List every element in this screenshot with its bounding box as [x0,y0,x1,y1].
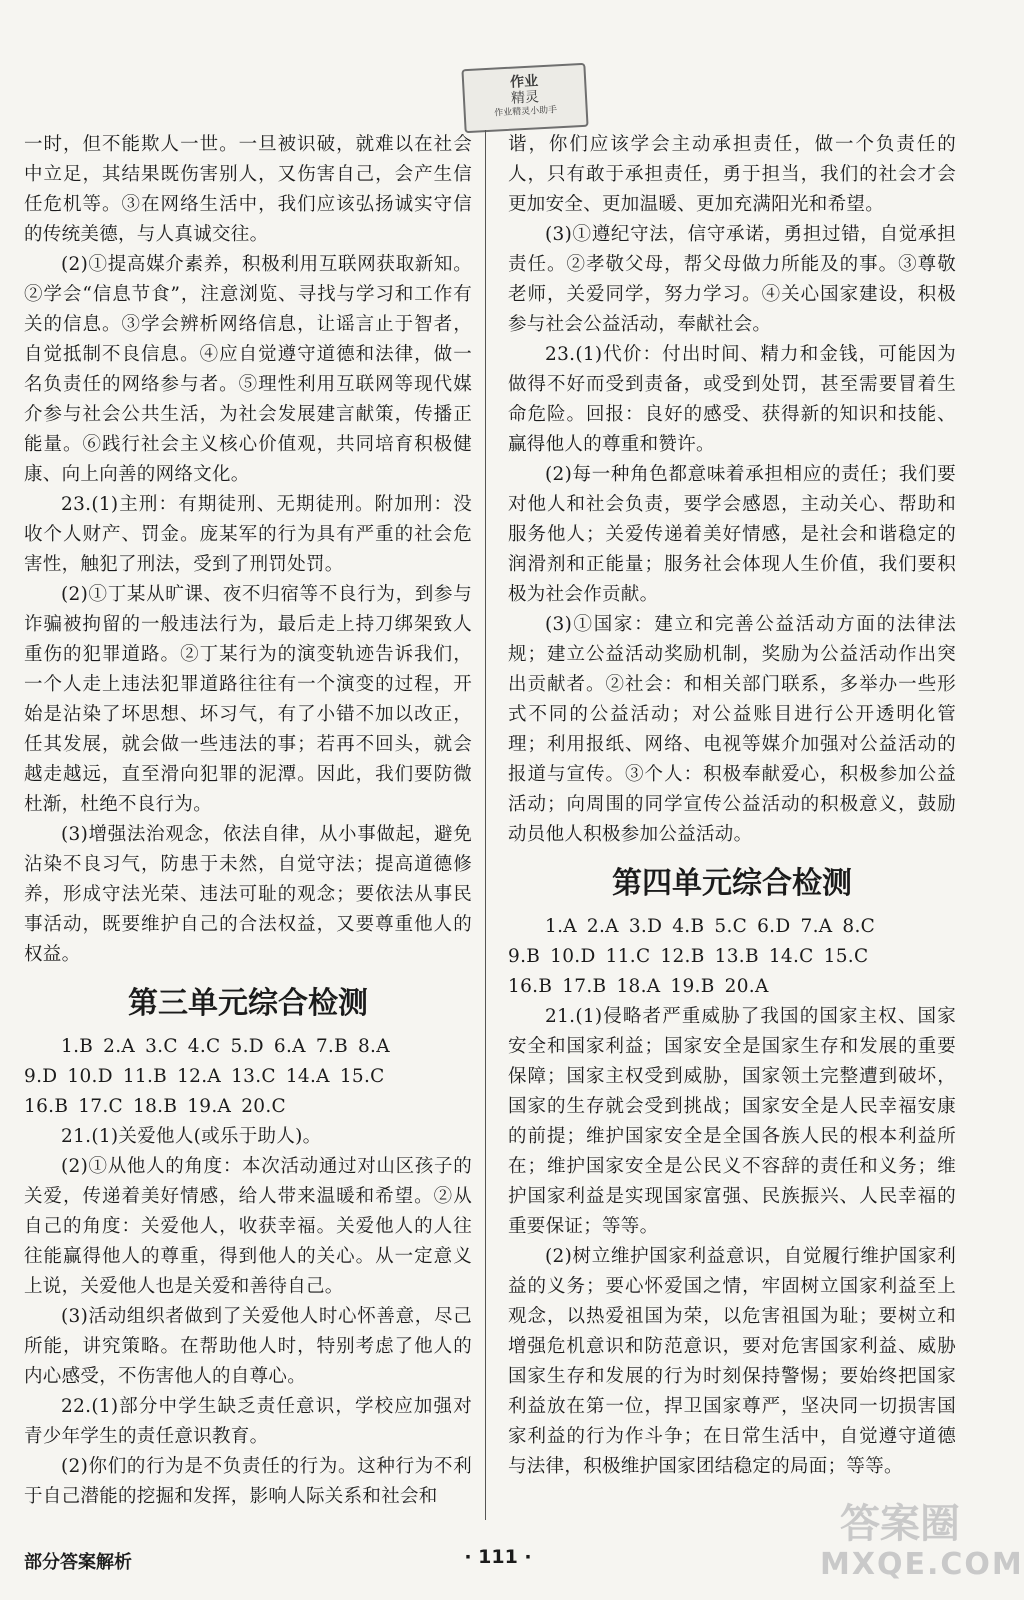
answer-item: 14.A [285,1066,330,1087]
answer-item: 8.C [842,916,876,937]
answer-item: 12.A [177,1066,222,1087]
answer-item: 11.B [122,1066,168,1087]
answer-row [508,942,956,972]
page-number: · 111 · [464,1546,532,1568]
answer-item: 1.B [61,1036,94,1057]
paragraph: (2)你们的行为是不负责任的行为。这种行为不利于自己潜能的挖掘和发挥，影响人际关系和社会和 [24,1456,472,1507]
paragraph: (2)①提高媒介素养，积极利用互联网获取新知。②学会“信息节食”，注意浏览、寻找与学习和工作有关的信息。③学会辨析网络信息，让谣言止于智者，自觉抵制不良信息。④应自觉遵守道德和法律，做一名负责任的网络参与者。⑤理性利用互联网等现代媒介参与社会公共生活，为社会发展建言献策，传播正能量。⑥践行社会主义核心价值观，共同培育积极健康、向上向善的网络文化。 [24,254,472,485]
answer-item: 4.B [672,916,705,937]
answer-item: 15.C [339,1066,385,1087]
paragraph: (2)每一种角色都意味着承担相应的责任；我们要对他人和社会负责，要学会感恩，主动关心、帮助和服务他人；关爱传递着美好情感，是社会和谐稳定的润滑剂和正能量；服务社会体现人生价值，我们要积极为社会作贡献。 [508,464,956,605]
answer-item: 18.B [133,1096,178,1117]
left-column [24,130,472,1512]
answer-item: 12.B [660,946,705,967]
stamp-seal [461,63,588,133]
paragraph: (2)①丁某从旷课、夜不归宿等不良行为，到参与诈骗被拘留的一般违法行为，最后走上持刀绑架致人重伤的犯罪道路。②丁某行为的演变轨迹告诉我们，一个人走上违法犯罪道路往往有一个演变的过程，开始是沾染了坏思想、坏习气，有了小错不加以改正，任其发展，就会做一些违法的事；若再不回头，就会越走越远，直至滑向犯罪的泥潭。因此，我们要防微杜渐，杜绝不良行为。 [24,584,472,815]
answer-item: 4.C [187,1036,221,1057]
section-title-unit-3: 第三单元综合检测 [128,986,368,1021]
answer-item: 16.B [508,976,553,997]
answer-row [61,1032,472,1062]
paragraph: 一时，但不能欺人一世。一旦被识破，就难以在社会中立足，其结果既伤害别人，又伤害自己，会产生信任危机等。③在网络生活中，我们应该弘扬诚实守信的传统美德，与人真诚交往。 [24,134,472,245]
paragraph: (2)树立维护国家利益意识，自觉履行维护国家利益的义务；要心怀爱国之情，牢固树立国家利益至上观念，以热爱祖国为荣，以危害祖国为耻；要树立和增强危机意识和防范意识，要对危害国家利益、威胁国家生存和发展的行为时刻保持警惕；要始终把国家利益放在第一位，捍卫国家尊严，坚决同一切损害国家利益的行为作斗争；在日常生活中，自觉遵守道德与法律，积极维护国家团结稳定的局面；等等。 [508,1246,956,1477]
answer-item: 13.B [714,946,759,967]
paragraph: 22.(1)部分中学生缺乏责任意识，学校应加强对青少年学生的责任意识教育。 [24,1396,472,1447]
paragraph: (3)①国家：建立和完善公益活动方面的法律法规；建立公益活动奖励机制，奖励为公益活动作出突出贡献者。②社会：和相关部门联系，多举办一些形式不同的公益活动；对公益账目进行公开透明化管理；利用报纸、网络、电视等媒介加强对公益活动的报道与宣传。③个人：积极奉献爱心，积极参加公益活动；向周围的同学宣传公益活动的积极意义，鼓励动员他人积极参加公益活动。 [508,614,956,845]
answer-key-unit-3 [24,1032,472,1122]
answer-item: 13.C [231,1066,276,1087]
answer-item: 6.D [757,916,791,937]
stamp-line-3: 作业精灵小助手 [493,105,558,119]
paragraph: 谐，你们应该学会主动承担责任，做一个负责任的人，只有敢于承担责任，勇于担当，我们的社会才会更加安全、更加温暖、更加充满阳光和希望。 [508,134,956,215]
answer-item: 16.B [24,1096,69,1117]
answer-item: 1.A [545,916,577,937]
answer-item: 2.A [586,916,619,937]
answer-key-unit-4 [508,912,956,1002]
answer-item: 10.D [550,946,596,967]
answer-row [508,972,956,1002]
watermark-line-1: 答案圈 [840,1501,960,1547]
watermark-line-2: MXQE.COM [820,1547,1024,1582]
answer-item: 5.D [230,1036,264,1057]
stamp-line-1: 作业 [509,73,539,91]
answer-item: 3.C [145,1036,178,1057]
answer-item: 15.C [823,946,869,967]
stamp-line-2: 精灵 [510,89,540,107]
answer-item: 20.A [724,976,769,997]
paragraph: (3)活动组织者做到了关爱他人时心怀善意，尽己所能，讲究策略。在帮助他人时，特别考虑了他人的内心感受，不伤害他人的自尊心。 [24,1306,472,1387]
answer-row [545,912,956,942]
answer-item: 2.A [103,1036,136,1057]
paragraph: 21.(1)侵略者严重威胁了我国的国家主权、国家安全和国家利益；国家安全是国家生存和发展的重要保障；国家主权受到威胁，国家领土完整遭到破坏，国家的生存就会受到挑战；国家安全是人民幸福安康的前提；维护国家安全是全国各族人民的根本利益所在；维护国家安全是公民义不容辞的责任和义务；维护国家利益是实现国家富强、民族振兴、人民幸福的重要保证；等等。 [508,1006,956,1237]
answer-row [24,1062,472,1092]
column-divider [485,130,486,1520]
answer-item: 6.A [273,1036,306,1057]
watermark-logo [820,1500,1024,1590]
answer-row [24,1092,472,1122]
answer-item: 8.A [357,1036,390,1057]
answer-item: 7.A [800,916,833,937]
paragraph: 23.(1)代价：付出时间、精力和金钱，可能因为做得不好而受到责备，或受到处罚，甚至需要冒着生命危险。回报：良好的感受、获得新的知识和技能、赢得他人的尊重和赞许。 [508,344,956,455]
answer-item: 17.C [78,1096,123,1117]
answer-item: 17.B [562,976,607,997]
answer-item: 14.C [768,946,814,967]
footer-section-label: 部分答案解析 [24,1552,132,1573]
answer-item: 19.B [670,976,715,997]
answer-item: 9.B [508,946,541,967]
paragraph: (2)①从他人的角度：本次活动通过对山区孩子的关爱，传递着美好情感，给人带来温暖和希望。②从自己的角度：关爱他人，收获幸福。关爱他人的人往往能赢得他人的尊重，得到他人的关心。从一定意义上说，关爱他人也是关爱和善待自己。 [24,1156,472,1297]
paragraph: (3)①遵纪守法，信守承诺，勇担过错，自觉承担责任。②孝敬父母，帮父母做力所能及的事。③尊敬老师，关爱同学，努力学习。④关心国家建设，积极参与社会公益活动，奉献社会。 [508,224,956,335]
answer-item: 20.C [241,1096,286,1117]
answer-item: 5.C [714,916,748,937]
paragraph: 23.(1)主刑：有期徒刑、无期徒刑。附加刑：没收个人财产、罚金。庞某军的行为具有严重的社会危害性，触犯了刑法，受到了刑罚处罚。 [24,494,472,575]
answer-item: 11.C [605,946,651,967]
answer-item: 18.A [616,976,661,997]
answer-item: 7.B [315,1036,348,1057]
answer-item: 10.D [67,1066,113,1087]
right-column [508,130,956,1482]
answer-item: 19.A [187,1096,232,1117]
paragraph: 21.(1)关爱他人(或乐于助人)。 [61,1126,322,1147]
answer-item: 3.D [628,916,663,937]
answer-item: 9.D [24,1066,58,1087]
section-title-unit-4: 第四单元综合检测 [612,866,852,901]
paragraph: (3)增强法治观念，依法自律，从小事做起，避免沾染不良习气，防患于未然，自觉守法；提高道德修养，形成守法光荣、违法可耻的观念；要依法从事民事活动，既要维护自己的合法权益，又要尊重他人的权益。 [24,824,472,965]
